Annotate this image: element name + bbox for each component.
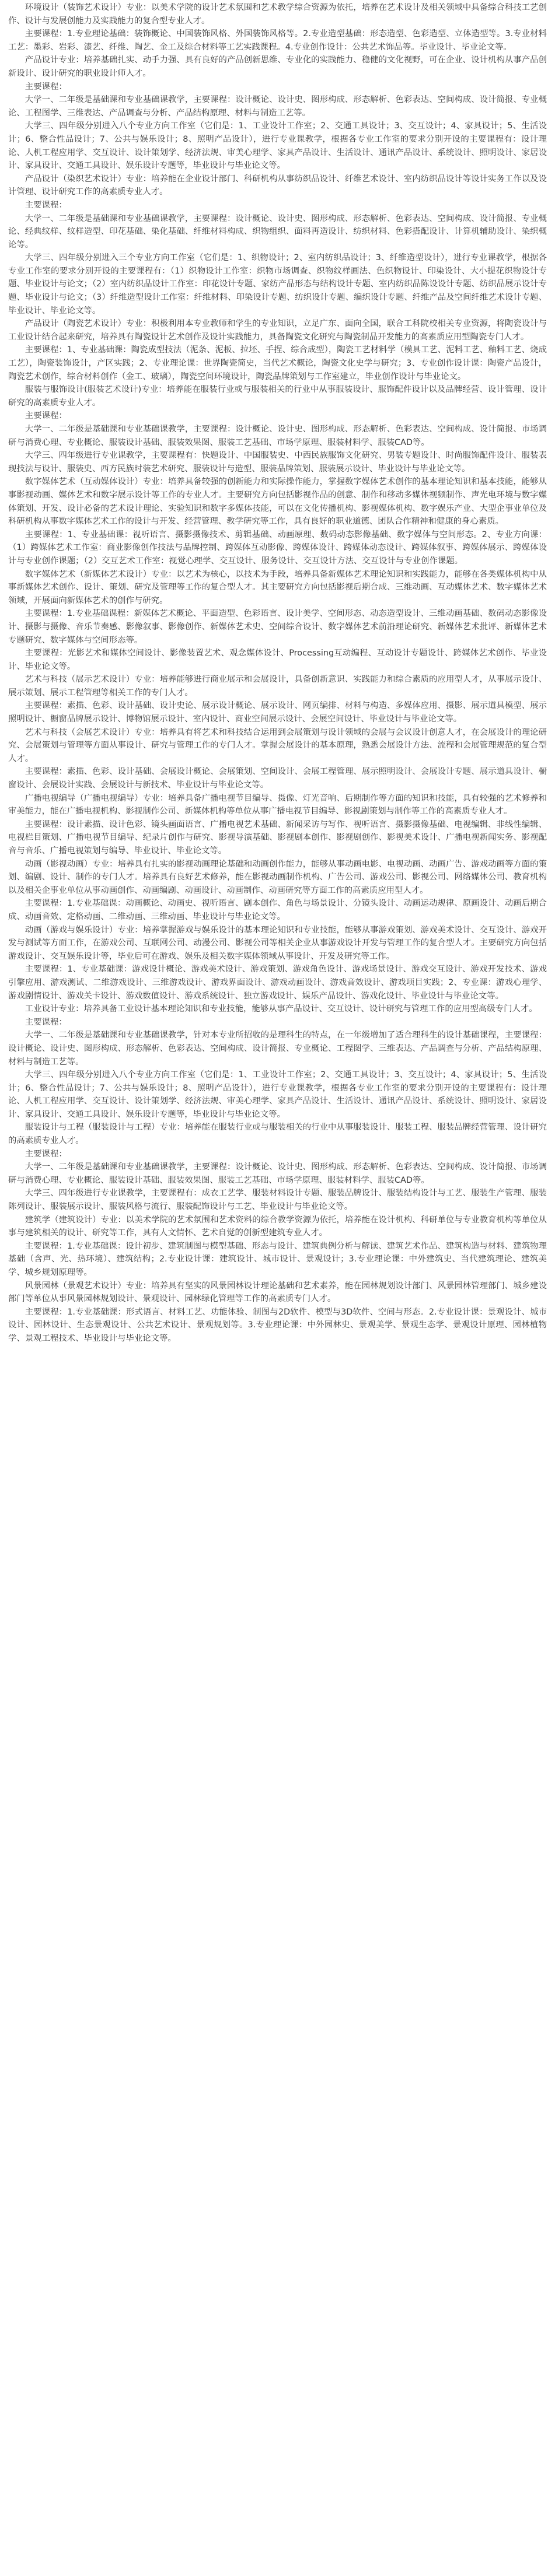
paragraph: 大学一、二年级是基础课和专业基础课教学，主要课程：设计概论、设计史、图形构成、形态解析、色彩表达、空间构成、设计简报、市场调研与消费心理、专业概论、服装设计基础、服装效果图、服装工艺基础、市场学原理、服装材料学、服装CAD等。	[8, 425, 547, 447]
paragraph: 工业设计专业：培养具备工业设计基本理论知识和专业技能，能够从事产品设计、交互设计、设计研究与管理工作的应用型高级专门人才。	[25, 1004, 537, 1014]
paragraph: 主要课程：	[25, 1017, 67, 1027]
paragraph: 大学一、二年级是基础课和专业基础课教学，主要课程：设计概论、设计史、图形构成、形态解析、色彩表达、空间构成、设计简报、专业概论、经典纹样、纹样造型、印花基础、染化基础、纤维材料构成、织物组织、面料再造设计、纺织材料、色彩搭配设计、计算机辅助设计、染织概论等。	[8, 213, 547, 250]
paragraph: 服装与服饰设计(服装艺术设计)专业：培养能在服装行业或与服装相关的行业中从事服装设计、服饰配件设计以及品牌经营、设计管理、设计研究的高素质专业人才。	[8, 385, 547, 408]
paragraph: 大学一、二年级是基础课和专业基础课教学，针对本专业所招收的是理科生的特点，在一年级增加了适合理科生的设计基础课程，主要课程：设计概论、设计史、图形构成、形态解析、色彩表达、空间构成、设计简报、专业概论、工程图学、三维表达、产品调查与分析、产品结构原理、材料与制造工艺等。	[8, 1031, 547, 1067]
paragraph: 环境设计（装饰艺术设计）专业：以美术学院的设计艺术氛围和艺术教学综合资源为依托，培养在艺术设计及相关领域中具备综合科技工艺创作、设计与发展创能力及实践能力的复合型专业人才。	[8, 3, 547, 26]
paragraph: 主要课程：1、专业基础课：陶瓷成型技法（泥条、泥板、拉坯、手捏、综合成型），陶瓷工艺材料学（模具工艺、泥料工艺、釉料工艺、烧成工艺），陶瓷装饰设计，产区实践；2、专业理论课：世界陶瓷简史，当代艺术概论，陶瓷文化史学与研究；3、专业创作设计课：陶瓷产品设计，陶瓷艺术创作，综合材料创作（金工、玻璃），陶瓷空间环境设计，陶瓷品牌策划与工作室建立，毕业创作设计与毕业论文。	[8, 345, 547, 381]
paragraph: 主要课程：1.专业基础课：形式语言、材料工艺、功能体验、制图与2D软件、模型与3D软件、空间与形态。2.专业设计课：景观设计、城市设计、园林设计、生态景观设计、公共艺术设计、景观规划等。3.专业理论课：中外园林史、景观美学、景观生态学、景观设计原理、园林植物学、景观工程技术、毕业设计与毕业论文等。	[8, 1307, 547, 1343]
paragraph: 主要课程：素描、色彩、设计基础、设计史论、展示设计概论、展示设计、网页编排、材料与构造、多媒体应用、摄影、展示道具模型、展示照明设计、橱窗品牌展示设计、博物馆展示设计、室内设计、商业空间展示设计、会展空间设计、毕业设计与毕业论文等。	[8, 701, 547, 724]
paragraph: 动画（游戏与娱乐设计）专业：培养掌握游戏与娱乐设计的基本理论知识和专业技能，能够从事游戏策划、游戏美术设计、交互设计、游戏开发与测试等方面工作，在游戏公司、互联网公司、动漫公司、影视公司等相关企业从事游戏设计开发与管理工作的复合型人才。主要研究方向包括游戏设计、交互娱乐设计等，毕业后可在游戏、娱乐及相关数字媒体领域从事设计、开发及研究等工作。	[8, 925, 547, 961]
paragraph: 大学三、四年级分别进入八个专业方向工作室（它们是：1、工业设计工作室；2、交通工具设计；3、交互设计；4、家具设计；5、生活设计；6、整合性品设计；7、公共与娱乐设计；8、照明产品设计），进行专业课教学，根据各专业工作室的要求分别开设的主要课程有：设计理论、人机工程应用学、交互设计、设计策划学、经济法规、审美心理学、家具产品设计、生活设计、通讯产品设计、系统设计、照明设计、家居设计、家具设计、交通工具设计、娱乐设计专题等，毕业设计与毕业论文等。	[8, 1070, 547, 1119]
paragraph: 主要课程：素描、色彩、设计基础、会展设计概论、会展策划、空间设计、会展工程管理、展示照明设计、会展设计专题、展示道具设计、橱窗设计、会展设计实践、会展设计与新技术、毕业设计与毕业论文等。	[8, 767, 547, 790]
paragraph: 产品设计（陶瓷艺术设计）专业：积极利用本专业教师和学生的专业知识，立足广东、面向全国，联合工科院校相关专业资源，将陶瓷设计与工业设计结合起来研究，培养具有陶瓷设计艺术创作及设计实践能力，具备陶瓷文化研究与陶瓷制品开发能力的高素质应用型陶瓷专门人才。	[8, 319, 547, 342]
paragraph: 主要课程：	[25, 200, 67, 210]
paragraph: 艺术与科技（展示艺术设计）专业：培养能够进行商业展示和会展设计，具备创新意识、实践能力和综合素质的应用型人才，从事展示设计、展示策划、展示工程管理等相关工作的专门人才。	[8, 675, 547, 698]
paragraph: 主要课程：	[25, 82, 67, 92]
paragraph: 主要课程：1、专业基础课：游戏设计概论、游戏美术设计、游戏策划、游戏角色设计、游戏场景设计、游戏交互设计、游戏开发技术、游戏引擎应用、游戏测试、二维游戏设计、三维游戏设计、游戏界面设计、游戏动画设计、游戏音效设计、游戏项目实践；2、专业课：游戏心理学、游戏剧情设计、游戏关卡设计、游戏数值设计、游戏系统设计、独立游戏设计、娱乐产品设计、游戏化设计、毕业设计与毕业论文等。	[8, 965, 547, 1001]
paragraph: 广播电视编导（广播电视编导）专业：培养具备广播电视节目编导、摄像、灯光音响、后期制作等方面的知识和技能，具有较强的艺术修养和审美能力，能在广播电视机构、影视制作公司、新媒体机构等单位从事广播电视节目编导、影视剧策划与制作等工作的高素质专业人才。	[8, 793, 547, 816]
paragraph: 大学三、四年级分别进入八个专业方向工作室（它们是：1、工业设计工作室；2、交通工具设计；3、交互设计；4、家具设计；5、生活设计；6、整合性品设计；7、公共与娱乐设计；8、照明产品设计），进行专业课教学，根据各专业工作室的要求分别开设的主要课程有：设计理论、人机工程应用学、交互设计、设计策划学、经济法规、审美心理学、家具产品设计、生活设计、通讯产品设计、系统设计、照明设计、家居设计、家具设计、交通工具设计、娱乐设计专题等，毕业设计与毕业论文等。	[8, 121, 547, 171]
paragraph: 主要课程：1.专业基础课：设计初步、建筑制图与模型基础、形态与设计、建筑典例分析与解读、建筑艺术作品、建筑构造与材料、建筑物理基础（含声、光、热环境）、建筑结构；2.专业设计课：建筑设计、城市设计、景观设计；3.专业理论课：中外建筑史、当代建筑理论、建筑美学、城乡规划原理等。	[8, 1241, 547, 1277]
paragraph: 主要课程：设计素描、设计色彩、镜头画面语言、广播电视艺术基础、新闻采访与写作、视听语言、摄影摄像基础、电视编辑、非线性编辑、电视栏目策划、广播电视节目编导、纪录片创作与研究、影视导演基础、影视剧本创作、影视剧创作、影视美术设计、广播电视新闻实务、影视配音与音乐、广播电视策划与编导、毕业设计、毕业论文等。	[8, 819, 547, 856]
paragraph: 大学三、四年级进行专业课教学，主要课程有：成衣工艺学、服装材料设计专题、服装品牌设计、服装结构设计与工艺、服装生产管理、服装陈列设计、服装展示设计、服装风格与流行、服装配饰设计与工艺、毕业设计与毕业论文等。	[8, 1189, 547, 1212]
paragraph: 大学三、四年级分别进入三个专业方向工作室（它们是：1、织物设计；2、室内纺织品设计；3、纤维造型设计），进行专业课教学，根据各专业工作室的要求分别开设的主要课程有：（1）织物设计工作室：织物市场调查、织物纹样画法、色织物设计、印染设计、大小提花织物设计专题、毕业设计与论文；（2）室内纺织品设计工作室：印花设计专题、家纺产品形态与结构设计专题、室内纺织品陈设设计专题、纺织品展示设计专题、毕业设计与论文；（3）纤维造型设计工作室：纤维材料、印染设计专题、纺织设计专题、编织设计专题、纤维产品及空间纤维艺术设计专题、毕业设计、毕业论文等。	[8, 253, 547, 316]
paragraph: 动画（影视动画）专业：培养具有扎实的影视动画理论基础和动画创作能力，能够从事动画电影、电视动画、动画广告、游戏动画等方面的策划、编剧、设计、制作的专门人才。培养具有良好艺术修养，能在影视动画制作机构、广告公司、游戏公司、影视公司、网络媒体公司、教育机构以及相关企事业单位从事动画创作、动画编剧、动画设计、动画制作、动画研究等方面工作的高素质应用型人才。	[8, 859, 547, 895]
paragraph: 主要课程：1.专业基础课：动画概论、动画史、视听语言、剧本创作、角色与场景设计、分镜头设计、动画运动规律、原画设计、动画后期合成、动画音效、定格动画、二维动画、三维动画、毕业设计与毕业论文等。	[8, 899, 547, 921]
paragraph: 建筑学（建筑设计）专业：以美术学院的艺术氛围和艺术资料的综合教学资源为依托，培养能在设计机构、科研单位与专业教育机构等单位从事与建筑相关的设计、研究等工作，具有人文情怀、艺术自觉的创新型建筑专业人才。	[8, 1215, 547, 1238]
paragraph: 产品设计（染织艺术设计）专业：培养能在企业设计部门、科研机构从事纺织品设计、纤维艺术设计、室内纺织品设计等设计实务工作以及设计管理、设计研究工作的高素质专业人才。	[8, 174, 547, 197]
paragraph: 主要课程：1.专业基础课程：新媒体艺术概论、平面造型、色彩语言、设计美学、空间形态、动态造型设计、三维动画基础、数码动态影像设计、摄影与摄像、音乐节奏感、影像叙事、影像创作、新媒体艺术史、空间综合设计、数字媒体艺术前沿理论研究、新媒体艺术批评、新媒体艺术专题研究、数字媒体与空间形态等。	[8, 609, 547, 645]
paragraph: 数字媒体艺术（新媒体艺术设计）专业：以艺术为核心，以技术为手段，培养具备新媒体艺术理论知识和实践能力，能够在各类媒体机构中从事新媒体艺术创作、设计、策划、研究及管理等工作的复合型人才。其主要研究方向包括影视后期合成、三维动画、互动媒体艺术、数字媒体艺术领域，开展面向新媒体艺术的创作与研究。	[8, 569, 547, 605]
paragraph: 大学一、二年级是基础课和专业基础课教学，主要课程：设计概论、设计史、图形构成、形态解析、色彩表达、空间构成、设计简报、市场调研与消费心理、专业概论、服装设计基础、服装效果图、服装工艺基础、市场学原理、服装材料学、服装CAD等。	[8, 1162, 547, 1185]
paragraph: 主要课程：1、专业基础课：视听语言、摄影摄像技术、剪辑基础、动画原理、数码动态影像基础、数字媒体与空间形态。2、专业方向课：（1）跨媒体艺术工作室：商业影像创作技法与品牌控制、跨媒体互动影像、跨媒体设计、跨媒体动态设计、跨媒体叙事、跨媒体展示、跨媒体设计与专业创作课题；（2）交互艺术工作室：视觉心理学、交互设计、服务设计、交互设计方法、交互设计与专业创作课题。	[8, 530, 547, 566]
paragraph: 风景园林（景观艺术设计）专业：培养具有坚实的风景园林设计理论基础和艺术素养，能在园林规划设计部门、风景园林管理部门、城乡建设部门等单位从事风景园林规划设计、景观设计、园林绿化管理等工作的高素质专门人才。	[8, 1281, 547, 1304]
paragraph: 主要课程：光影艺术和媒体空间设计、影像装置艺术、观念媒体设计、Processing互动编程、互动设计专题设计、跨媒体艺术创作、毕业设计、毕业论文等。	[8, 649, 547, 671]
paragraph: 主要课程：	[25, 411, 67, 421]
paragraph: 大学一、二年级是基础课和专业基础课教学，主要课程：设计概论、设计史、图形构成、形态解析、色彩表达、空间构成、设计简报、专业概论、工程图学、三维表达、产品调查与分析、产品结构原理、材料与制造工艺等。	[8, 95, 547, 118]
paragraph: 数字媒体艺术（互动媒体设计）专业：培养具备较强的创新能力和实际操作能力，掌握数字媒体艺术创作的基本理论知识和基本技能，能够从事影视动画、媒体艺术和数字展示设计等工作的专业人才。主要研究方向包括影视作品的创意、制作和移动多媒体视频制作、声光电环境与数字媒体策划、开发、设计必备的艺术设计理论、实验知识和数字多媒体技能，可以在文化传播机构、影视媒体机构、数字娱乐产业、大型企事业单位及科研机构从事数字媒体艺术工作的设计与开发、经营管理、教学研究等工作，具有良好的职业道德、团队合作精神和健康的身心素质。	[8, 477, 547, 527]
paragraph: 产品设计专业：培养基础扎实、动手力强、具有良好的产品创新思维、专业化的实践能力、稳健的文化视野，可在企业、设计机构从事产品创新设计、设计研究的职业设计师人才。	[8, 55, 547, 78]
paragraph: 服装设计与工程（服装设计与工程）专业：培养能在服装行业或与服装相关的行业中从事服装设计、服装工程、服装品牌经营管理、设计研究的高素质专业人才。	[8, 1123, 547, 1146]
paragraph: 主要课程：	[25, 1149, 67, 1159]
paragraph: 大学三、四年级进行专业课教学，主要课程有：快题设计、中国服装史、中西民族服饰文化研究、男装专题设计、时尚服饰配件设计、服装表现技法与设计、服装史、西方民族时装艺术研究、服装设计与造型、服装品牌策划、服装展示设计、毕业设计与毕业论文等。	[8, 451, 547, 474]
paragraph: 艺术与科技（会展艺术设计）专业：培养具有将艺术和科技结合运用到会展策划与设计领域的会展与会议设计创意人才，在会展设计的理论研究、会展策划与管理等方面从事设计、研究与管理工作的专门人才。掌握会展设计的基本原理，熟悉会展设计方法、流程和会展管理规范的复合型人才。	[8, 727, 547, 763]
paragraph: 主要课程：1.专业理论基础：装饰概论、中国装饰风格、外国装饰风格等。2.专业造型基础：形态造型、色彩造型、立体造型等。3.专业材料工艺：墨彩、岩彩、漆艺、纤维、陶艺、金工及综合材料等工艺实践课程。4.专业创作设计：公共艺术饰品等。毕业设计、毕业论文等。	[8, 29, 547, 52]
